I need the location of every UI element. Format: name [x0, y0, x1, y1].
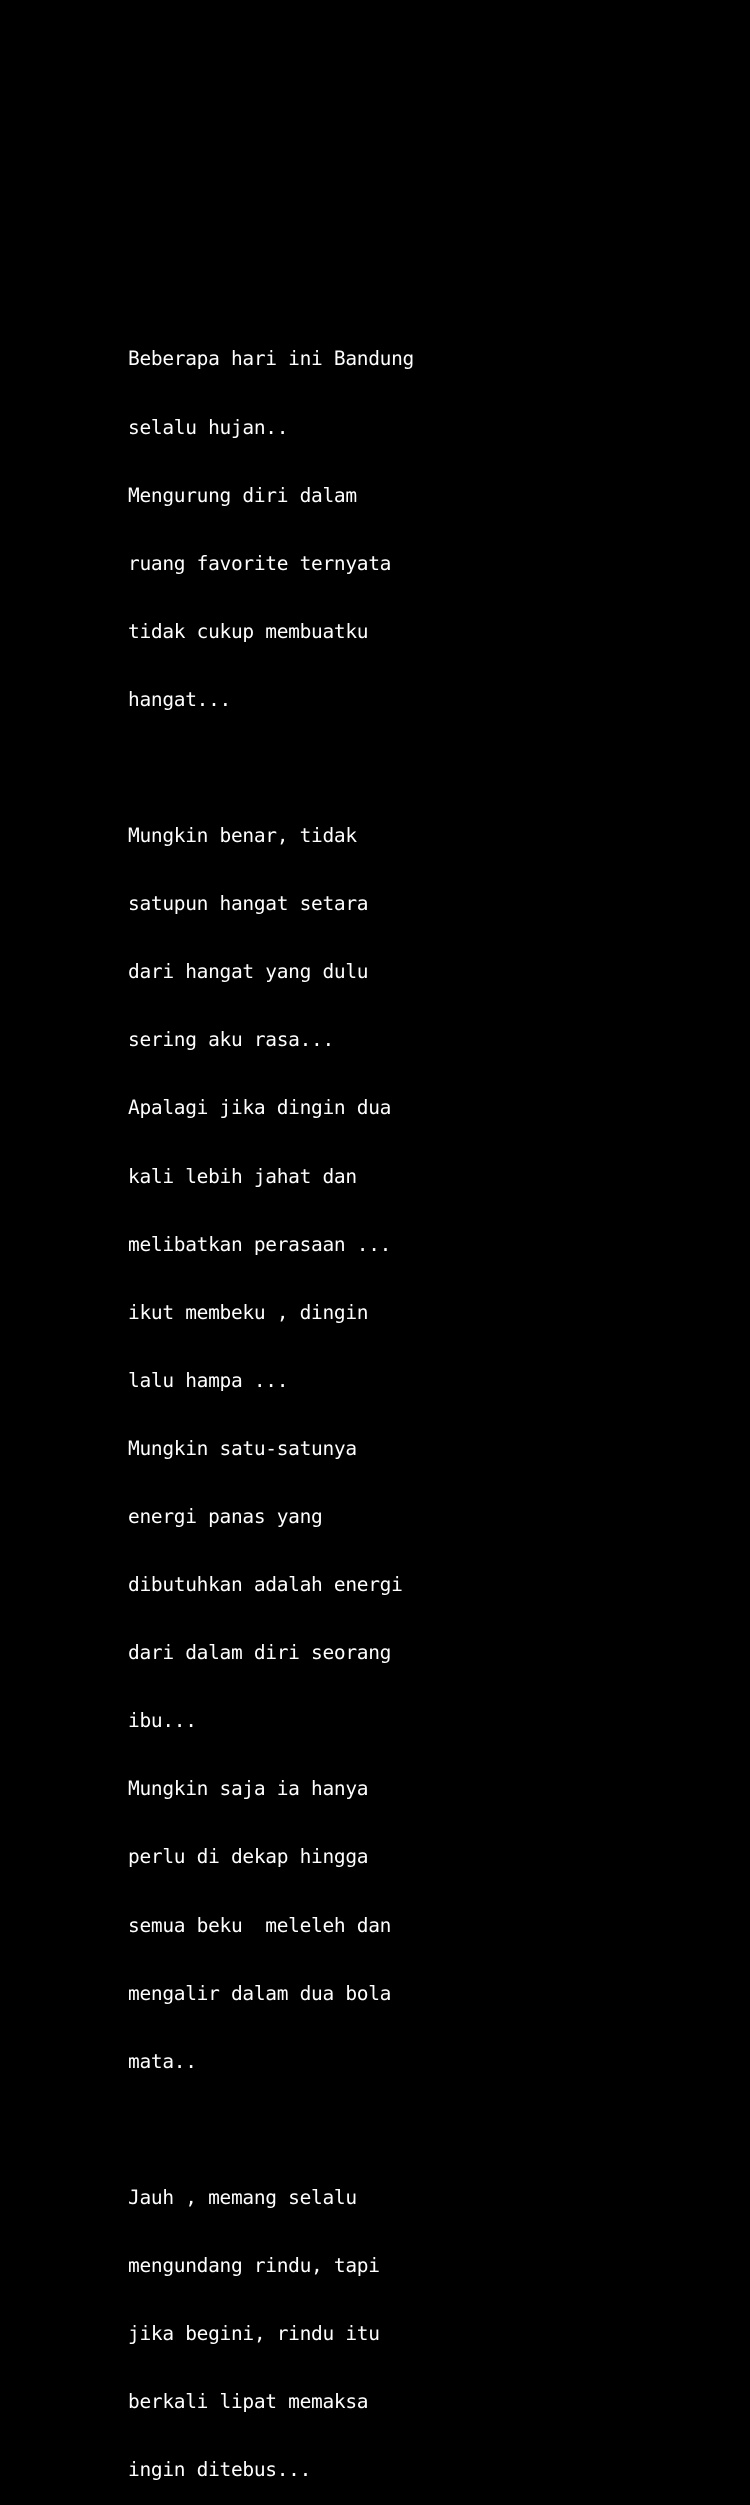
story-line: Mungkin benar, tidak: [128, 824, 357, 848]
story-blank-line: [128, 2119, 458, 2142]
story-line: ingin ditebus...: [128, 2458, 312, 2482]
story-line: sering aku rasa...: [128, 1028, 334, 1052]
story-line: berkali lipat memaksa: [128, 2390, 369, 2414]
story-line: ikut membeku , dingin: [128, 1300, 369, 1324]
story-line: perlu di dekap hingga: [128, 1845, 369, 1869]
story-line: Apalagi jika dingin dua: [128, 1096, 392, 1120]
story-line: dibutuhkan adalah energi: [128, 1573, 403, 1597]
story-line: dari hangat yang dulu: [128, 960, 369, 984]
story-line: ruang favorite ternyata: [128, 551, 392, 575]
story-line: mengundang rindu, tapi: [128, 2254, 380, 2278]
story-line: selalu hujan..: [128, 415, 289, 439]
story-line: Beberapa hari ini Bandung: [128, 347, 415, 371]
story-line: hangat...: [128, 687, 231, 711]
story-blank-line: [128, 757, 458, 780]
story-line: energi panas yang: [128, 1505, 323, 1528]
story-line: dari dalam diri seorang: [128, 1641, 392, 1665]
story-line: Jauh , memang selalu: [128, 2185, 357, 2209]
story-line: mengalir dalam dua bola: [128, 1981, 392, 2005]
story-line: tidak cukup membuatku: [128, 619, 369, 643]
story-line: ibu...: [128, 1709, 197, 1733]
story-line: kali lebih jahat dan: [128, 1164, 357, 1188]
story-line: Mungkin satu-satunya: [128, 1436, 357, 1460]
story-line: lalu hampa ...: [128, 1368, 289, 1392]
story-line: Mengurung diri dalam: [128, 483, 357, 507]
story-line: Mungkin saja ia hanya: [128, 1777, 369, 1801]
story-line: semua beku meleleh dan: [128, 1913, 392, 1937]
story-line: mata..: [128, 2049, 197, 2073]
story-text: [128, 303, 458, 2505]
story-line: satupun hangat setara: [128, 892, 369, 916]
story-line: melibatkan perasaan ...: [128, 1232, 392, 1256]
story-line: jika begini, rindu itu: [128, 2322, 380, 2346]
